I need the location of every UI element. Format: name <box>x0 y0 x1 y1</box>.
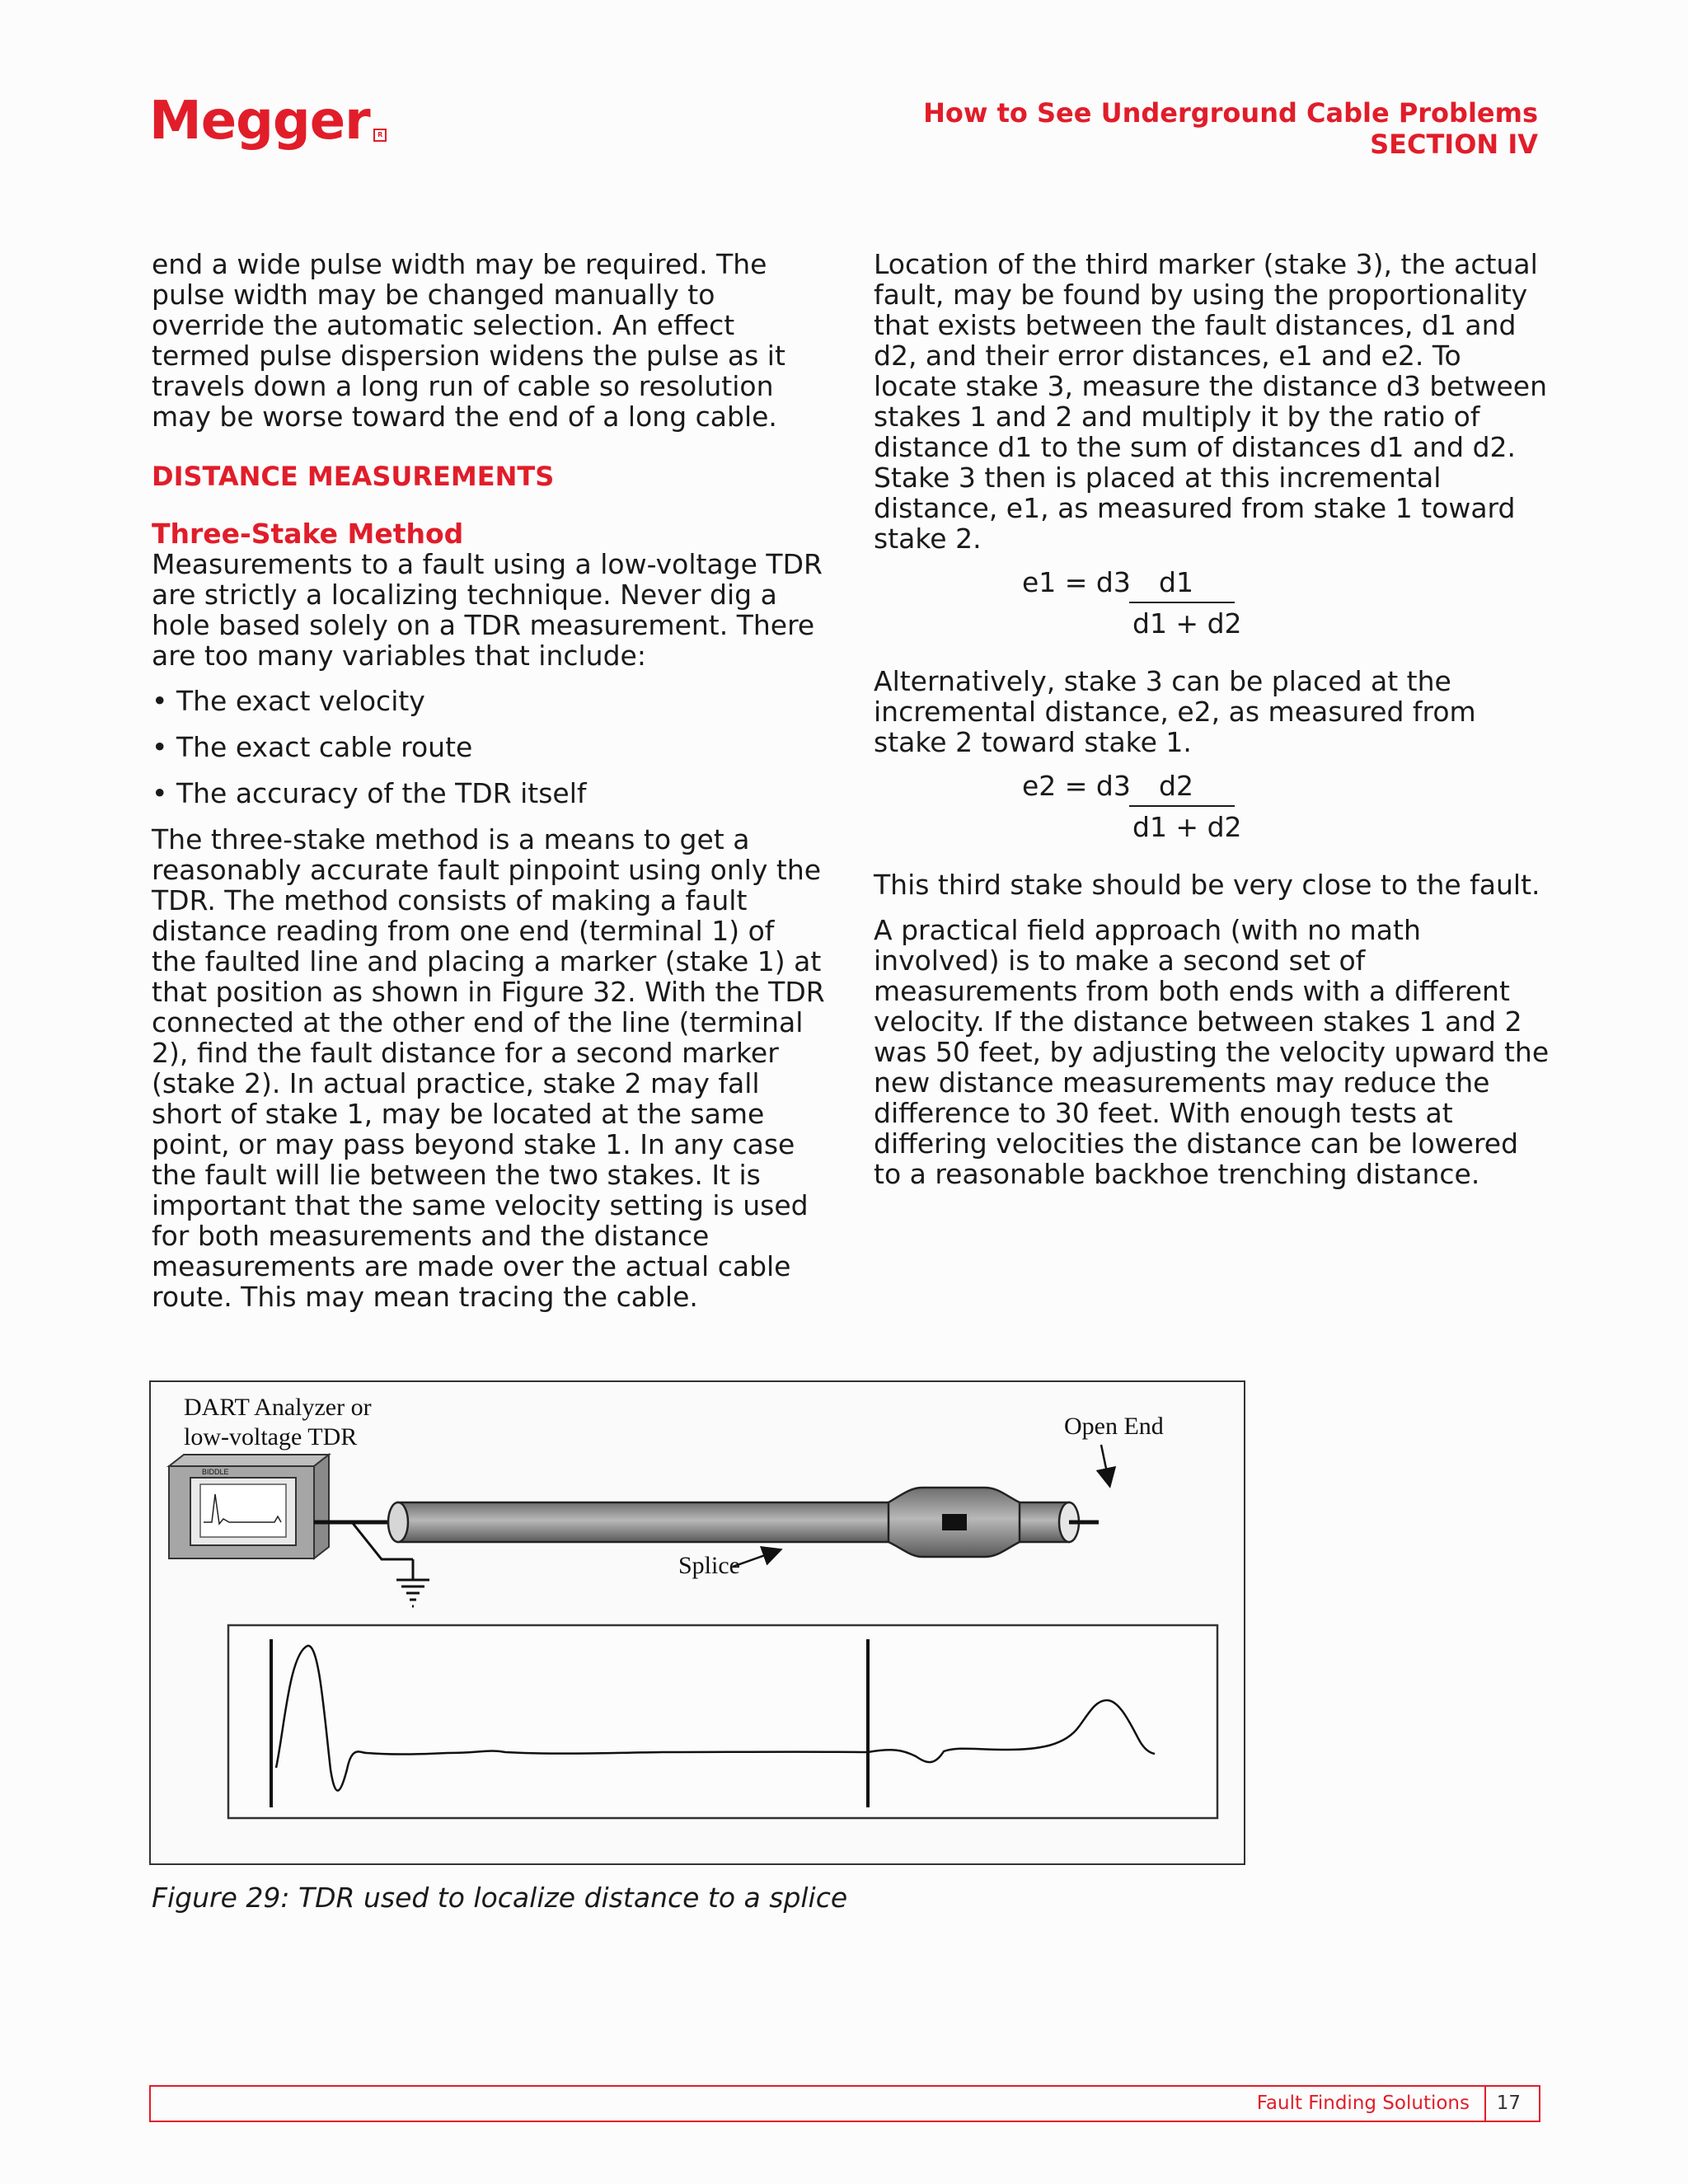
splice-label: Splice <box>678 1552 740 1579</box>
ground-icon <box>396 1580 429 1606</box>
registered-mark: R <box>373 129 387 142</box>
figure-caption: Figure 29: TDR used to localize distance to a splice <box>152 1882 848 1914</box>
formula-numerator: d2 <box>1159 770 1193 802</box>
tdr-device <box>169 1455 329 1558</box>
formula-e1 <box>874 554 1550 666</box>
tdr-diagram-svg <box>151 1382 1244 1863</box>
footer-divider <box>1484 2087 1486 2121</box>
paragraph: Measurements to a fault using a low-voltage TDR are strictly a localizing technique. Never dig a hole based solely on a TDR measurement. There are too many variables that include: <box>152 548 823 672</box>
bullet-item: • The exact velocity <box>152 685 425 717</box>
bullet-list <box>152 686 828 808</box>
formula-denominator: d1 + d2 <box>1132 811 1242 843</box>
footer-text: Fault Finding Solutions <box>1256 2093 1470 2114</box>
footer <box>149 2085 1540 2122</box>
formula-lhs: e2 = d3 <box>1022 770 1131 802</box>
tdr-waveform-panel <box>228 1625 1217 1818</box>
fraction-bar <box>1129 602 1235 603</box>
paragraph: A practical field approach (with no math involved) is to make a second set of measurements from both ends with a different velocity. If the distance between stakes 1 and 2 was 50 feet, by adjusting the velocity upward the new distance measurements may reduce the difference to 30 feet. With enough tests at differing velocities the distance can be lowered to a reasonable backhoe trenching distance. <box>874 914 1550 1190</box>
paragraph: Location of the third marker (stake 3), the actual fault, may be found by using the proportionality that exists between the fault distances, d1 and d2, and their error distances, e1 and e2. To locate stake 3, measure the distance d3 between stakes 1 and 2 and multiply it by the ratio of distance d1 to the sum of distances d1 and d2. Stake 3 then is placed at this incremental distance, e1, as measured from stake 1 toward stake 2. <box>874 248 1548 555</box>
bullet-item: • The accuracy of the TDR itself <box>152 777 587 809</box>
cable <box>388 1488 1099 1557</box>
figure-tdr-diagram <box>149 1380 1245 1865</box>
device-brand: BIDDLE <box>202 1468 229 1476</box>
page-number: 17 <box>1496 2093 1521 2114</box>
section-heading: DISTANCE MEASUREMENTS <box>152 461 555 492</box>
paragraph: The three-stake method is a means to get a reasonably accurate fault pinpoint using only the TDR. The method consists of making a fault distance reading from one end (terminal 1) of the faulted line and placing a marker (stake 1) at that position as shown in Figure 32. With the TDR connected at the other end of the line (terminal 2), find the fault distance for a second marker (stake 2). In actual practice, stake 2 may fall short of stake 1, may be located at the same point, or may pass beyond stake 1. In any case the fault will lie between the two stakes. It is important that the same velocity setting is used for both measurements and the distance measurements are made over the actual cable route. This may mean tracing the cable. <box>152 823 825 1313</box>
formula-e2 <box>874 757 1550 869</box>
bullet-item: • The exact cable route <box>152 731 473 763</box>
open-end-arrow <box>1101 1445 1109 1484</box>
megger-logo: Megger R <box>149 91 387 152</box>
subheading: Three-Stake Method <box>152 518 464 550</box>
right-column <box>874 249 1550 1189</box>
formula-numerator: d1 <box>1159 566 1193 598</box>
intro-paragraph: end a wide pulse width may be required. The pulse width may be changed manually to override the automatic selection. An effect termed pulse dispersion widens the pulse as it travels down a long run of cable so resolution may be worse toward the end of a long cable. <box>152 248 785 433</box>
paragraph: This third stake should be very close to the fault. <box>874 869 1540 901</box>
device-label: DART Analyzer or <box>184 1394 372 1421</box>
left-column <box>152 249 828 1312</box>
splice-core <box>942 1514 967 1530</box>
formula-lhs: e1 = d3 <box>1022 566 1131 598</box>
running-header-section: SECTION IV <box>1370 129 1538 160</box>
paragraph: Alternatively, stake 3 can be placed at the incremental distance, e2, as measured from stake 2 toward stake 1. <box>874 665 1476 758</box>
open-end-label: Open End <box>1064 1413 1164 1440</box>
running-header-title: How to See Underground Cable Problems <box>923 97 1538 129</box>
device-label: low-voltage TDR <box>184 1423 358 1451</box>
formula-denominator: d1 + d2 <box>1132 607 1242 640</box>
fraction-bar <box>1129 805 1235 807</box>
